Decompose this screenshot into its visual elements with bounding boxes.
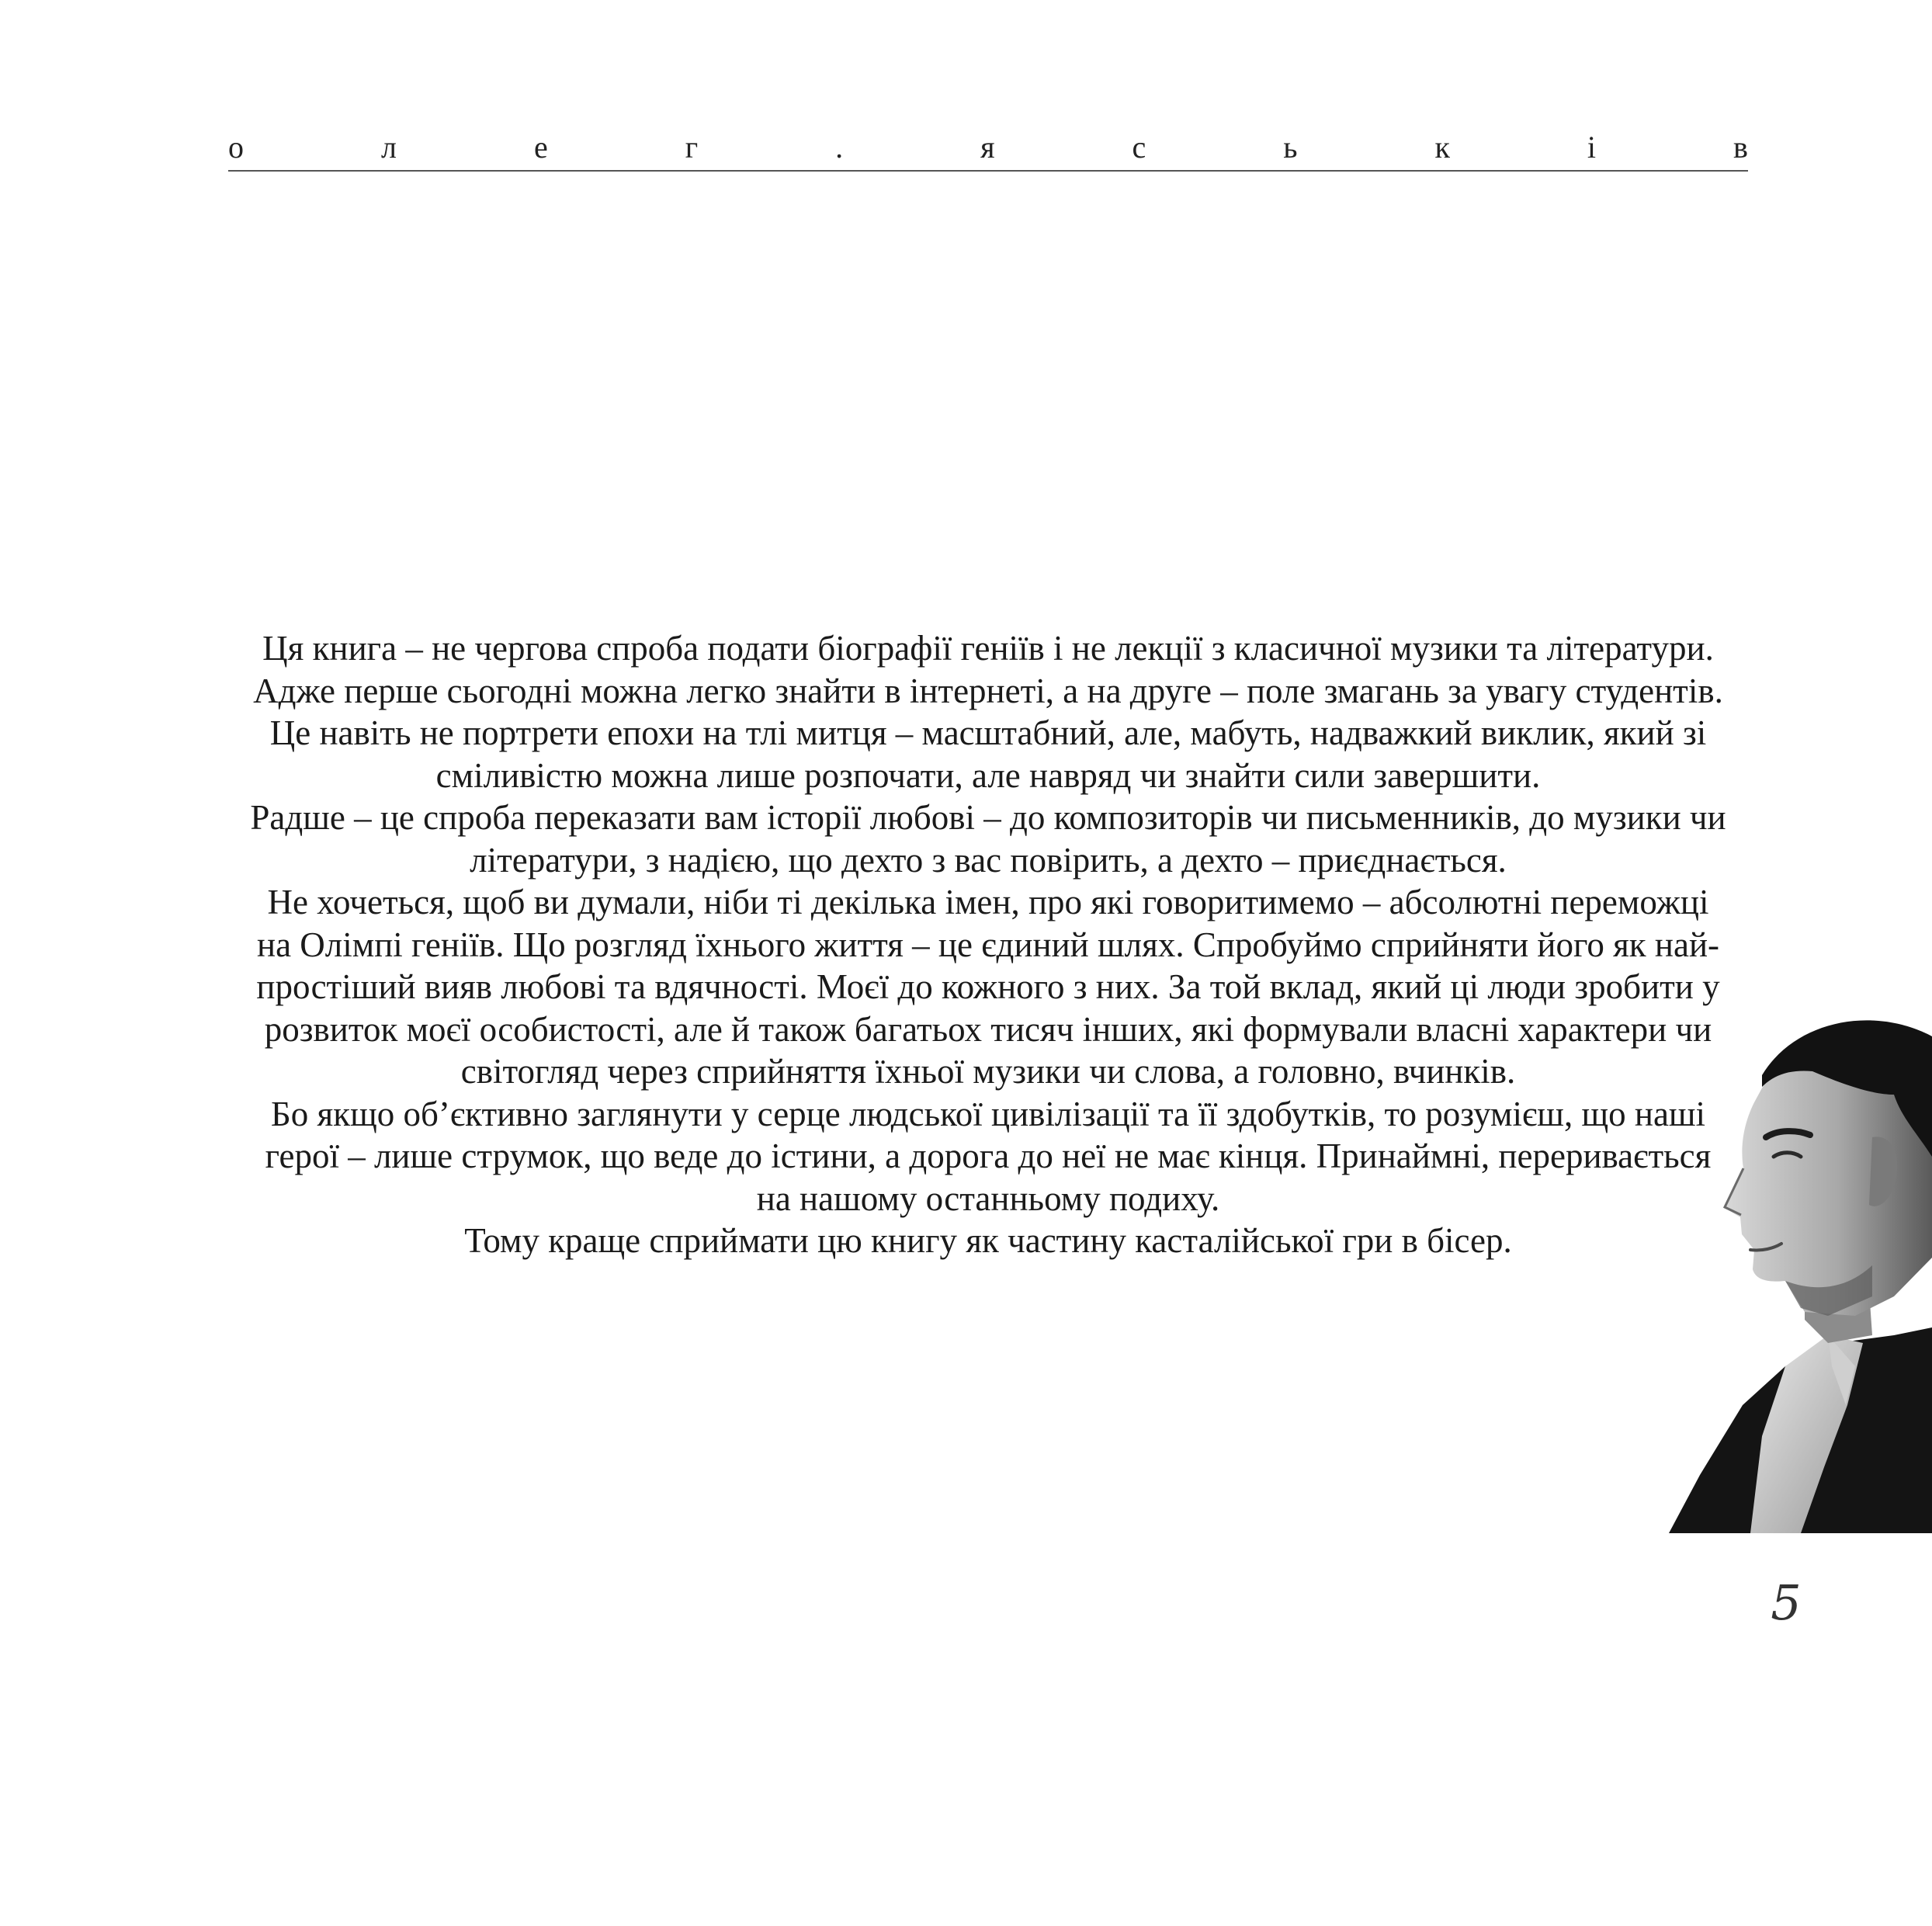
preface-text [221, 627, 1755, 1262]
running-head-letter: о [228, 130, 244, 165]
text-line: на нашому останньому подиху. [756, 1178, 1220, 1218]
text-line: Це навіть не портрети епохи на тлі митця – масштабний, але, мабуть, надважкий виклик, який зі [269, 713, 1707, 752]
text-line: розвиток моєї особистості, але й також багатьох тисяч інших, які формували власні характери чи [264, 1009, 1712, 1049]
page-number: 5 [1771, 1574, 1802, 1631]
running-head-letter: е [533, 130, 548, 165]
text-line: Радше – це спроба переказати вам історії любові – до композиторів чи письменників, до музики чи [250, 798, 1726, 837]
text-line: на Олімпі геніїв. Що розгляд їхнього життя – це єдиний шлях. Спробуймо сприйняти його як най- [256, 925, 1720, 964]
running-head-letter: я [980, 130, 995, 165]
running-head-letter: в [1733, 130, 1748, 165]
author-portrait-icon [1669, 1001, 1932, 1533]
text-line: Бо якщо об’єктивно заглянути у серце людської цивілізації та її здобутків, то розумієш, що наші [270, 1094, 1706, 1133]
text-line: світогляд через сприйняття їхньої музики чи слова, а головно, вчинків. [460, 1052, 1516, 1091]
text-line: літератури, з надією, що дехто з вас повірить, а дехто – приєднається. [470, 840, 1507, 880]
running-head-letter: ь [1283, 130, 1298, 165]
running-head-letter: л [380, 130, 397, 165]
header-divider [228, 170, 1748, 172]
running-head-letter: с [1132, 130, 1146, 165]
text-line: Не хочеться, щоб ви думали, ніби ті декілька імен, про які говоритимемо – абсолютні переможці [267, 883, 1709, 921]
running-head-letter: і [1587, 130, 1596, 165]
text-line: Тому краще сприймати цю книгу як частину касталійської гри в бісер. [464, 1221, 1512, 1260]
text-line: герої – лише струмок, що веде до істини, а дорога до неї не має кінця. Принаймні, переривається [265, 1137, 1712, 1175]
text-line: сміливістю можна лише розпочати, але навряд чи знайти сили завершити. [435, 755, 1541, 795]
text-line: простіший вияв любові та вдячності. Моєї до кожного з них. За той вклад, який ці люди зробити у [256, 967, 1720, 1006]
running-head-letter: г [685, 130, 699, 165]
running-head-letter: к [1434, 130, 1450, 165]
text-line: Ця книга – не чергова спроба подати біографії геніїв і не лекції з класичної музики та літератури. [262, 629, 1714, 668]
text-line: Адже перше сьогодні можна легко знайти в інтернеті, а на друге – поле змагань за увагу студентів. [253, 671, 1723, 710]
running-head-letter: . [835, 130, 844, 165]
running-head [228, 116, 1748, 163]
